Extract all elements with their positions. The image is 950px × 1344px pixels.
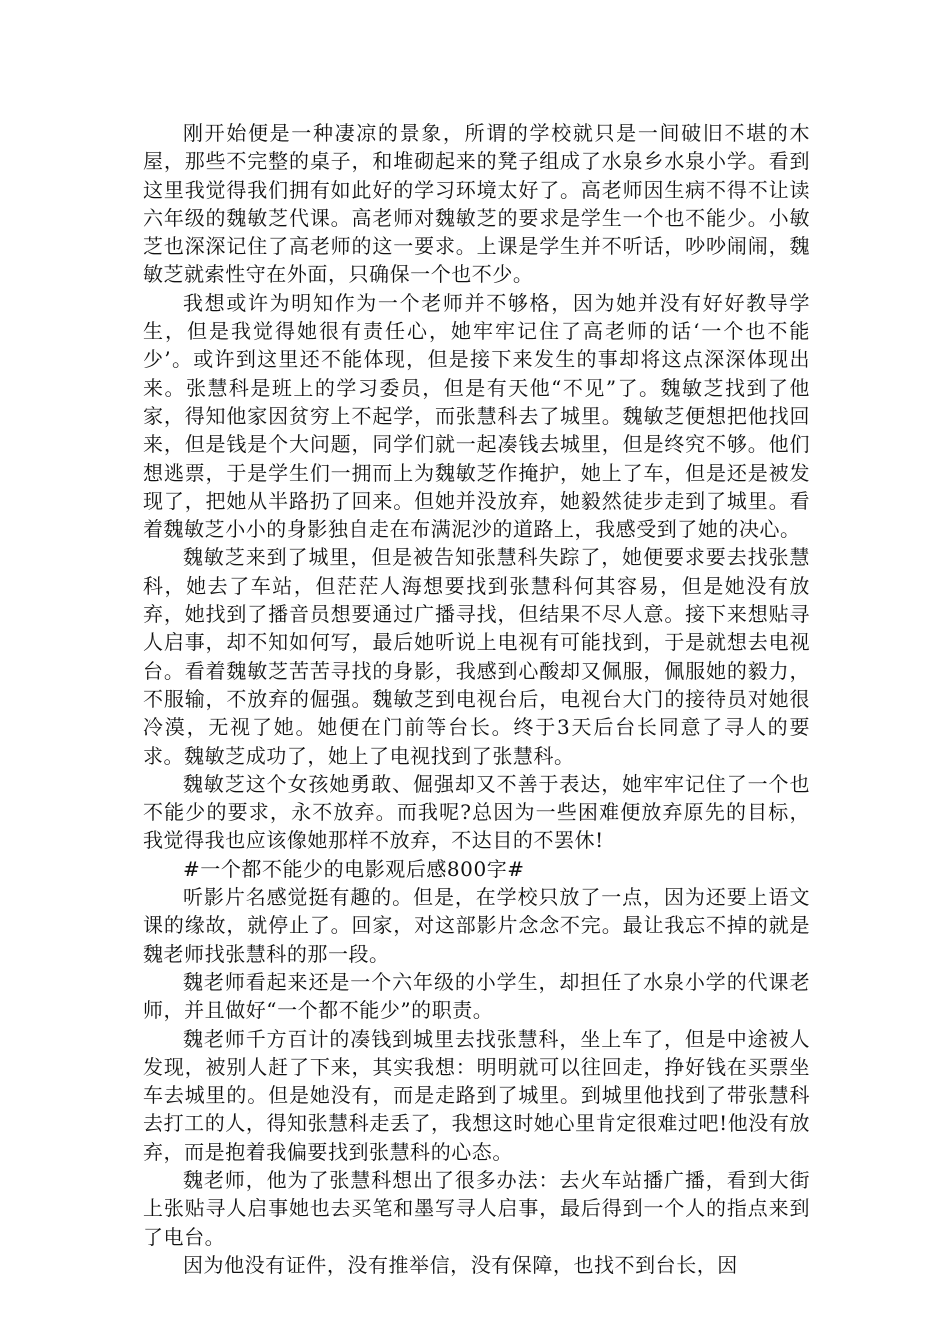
paragraph-1: 刚开始便是一种凄凉的景象，所谓的学校就只是一间破旧不堪的木屋，那些不完整的桌子，和堆砌起来的凳子组成了水泉乡水泉小学。看到这里我觉得我们拥有如此好的学习环境太好了。高老师因生病不得不让读六年级的魏敏芝代课。高老师对魏敏芝的要求是学生一个也不能少。小敏芝也深深记住了高老师的这一要求。上课是学生并不听话，吵吵闹闹，魏敏芝就索性守在外面，只确保一个也不少。 (143, 121, 810, 287)
paragraph-8: 魏老师，他为了张慧科想出了很多办法：去火车站播广播，看到大街上张贴寻人启事她也去买笔和墨写寻人启事，最后得到一个人的指点来到了电台。 (143, 1167, 810, 1249)
paragraph-3: 魏敏芝来到了城里，但是被告知张慧科失踪了，她便要求要去找张慧科，她去了车站，但茫茫人海想要找到张慧科何其容易，但是她没有放弃，她找到了播音员想要通过广播寻找，但结果不尽人意。接下来想贴寻人启事，却不知如何写，最后她听说上电视有可能找到，于是就想去电视台。看着魏敏芝苦苦寻找的身影，我感到心酸却又佩服，佩服她的毅力，不服输，不放弃的倔强。魏敏芝到电视台后，电视台大门的接待员对她很冷漠，无视了她。她便在门前等台长。终于3天后台长同意了寻人的要求。魏敏芝成功了，她上了电视找到了张慧科。 (143, 545, 810, 768)
paragraph-4: 魏敏芝这个女孩她勇敢、倔强却又不善于表达，她牢牢记住了一个也不能少的要求，永不放弃。而我呢?总因为一些困难便放弃原先的目标，我觉得我也应该像她那样不放弃，不达目的不罢休! (143, 771, 810, 853)
paragraph-2: 我想或许为明知作为一个老师并不够格，因为她并没有好好教导学生，但是我觉得她很有责任心，她牢牢记住了高老师的话‘一个也不能少’。或许到这里还不能体现，但是接下来发生的事却将这点深深体现出来。张慧科是班上的学习委员，但是有天他“不见”了。魏敏芝找到了他家，得知他家因贫穷上不起学，而张慧科去了城里。魏敏芝便想把他找回来，但是钱是个大问题，同学们就一起凑钱去城里，但是终究不够。他们想逃票，于是学生们一拥而上为魏敏芝作掩护，她上了车，但是还是被发现了，把她从半路扔了回来。但她并没放弃，她毅然徒步走到了城里。看着魏敏芝小小的身影独自走在布满泥沙的道路上，我感受到了她的决心。 (143, 290, 810, 542)
section-heading: #一个都不能少的电影观后感800字# (183, 856, 525, 881)
document-body (143, 119, 810, 1279)
paragraph-9: 因为他没有证件，没有推举信，没有保障，也找不到台长，因 (183, 1252, 738, 1277)
paragraph-6: 魏老师看起来还是一个六年级的小学生，却担任了水泉小学的代课老师，并且做好“一个都不能少”的职责。 (143, 969, 810, 1023)
paragraph-7: 魏老师千方百计的凑钱到城里去找张慧科，坐上车了，但是中途被人发现，被别人赶了下来，其实我想：明明就可以往回走，挣好钱在买票坐车去城里的。但是她没有，而是走路到了城里。到城里他找到了带张慧科去打工的人，得知张慧科走丢了，我想这时她心里肯定很难过吧!他没有放弃，而是抱着我偏要找到张慧科的心态。 (143, 1026, 810, 1164)
paragraph-5: 听影片名感觉挺有趣的。但是，在学校只放了一点，因为还要上语文课的缘故，就停止了。回家，对这部影片念念不完。最让我忘不掉的就是魏老师找张慧科的那一段。 (143, 885, 810, 966)
